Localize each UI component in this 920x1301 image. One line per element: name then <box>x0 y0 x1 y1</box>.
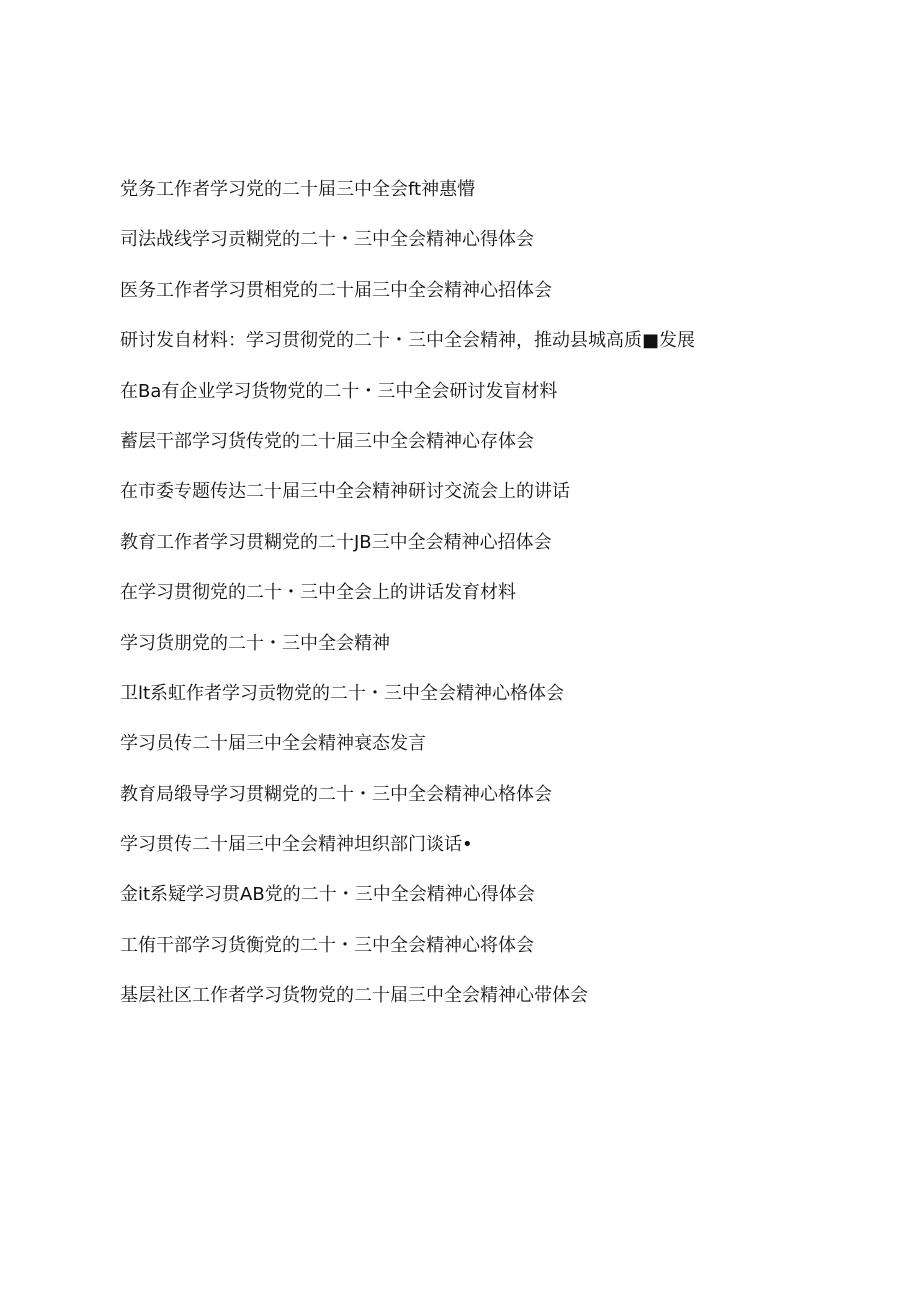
list-item-text: 研讨发自材料：学习贯彻党的二十・三中全会精神，推动县城高质■发展 <box>120 330 696 352</box>
list-item <box>120 224 820 274</box>
list-item <box>120 174 820 224</box>
list-item-text: 司法战线学习贡糊党的二十・三中全会精神心得体会 <box>120 229 534 251</box>
list-item-text: 基层社区工作者学习货物党的二十届三中全会精神心带体会 <box>120 985 588 1007</box>
list-item-text: 学习贯传二十届三中全会精神坦织部门谈话• <box>120 834 473 856</box>
list-item <box>120 325 820 375</box>
list-item-text: 在Ba有企业学习货物党的二十・三中全会研讨发盲材料 <box>120 380 558 402</box>
list-item <box>120 426 820 476</box>
list-item-text: 工侑干部学习货衡党的二十・三中全会精神心将体会 <box>120 934 534 956</box>
title-list <box>120 174 820 1031</box>
list-item-text: 党务工作者学习党的二十届三中全会ft神惠懵 <box>120 179 476 200</box>
list-item-text: 卫lt系虹作者学习贡物党的二十・三中全会精神心格体会 <box>120 682 565 704</box>
list-item <box>120 779 820 829</box>
list-item <box>120 527 820 577</box>
list-item-text: 教育工作者学习贯糊党的二十JB三中全会精神心招体会 <box>120 531 552 553</box>
list-item <box>120 980 820 1030</box>
list-item-text: 在学习贯彻党的二十・三中全会上的讲话发育材料 <box>120 582 516 604</box>
list-item-text: 在市委专题传达二十届三中全会精神研讨交流会上的讲话 <box>120 481 570 503</box>
list-item-text: 学习货朋党的二十・三中全会精神 <box>120 632 390 654</box>
list-item <box>120 930 820 980</box>
list-item-text: 金it系疑学习贯AB党的二十・三中全会精神心得体会 <box>120 884 535 906</box>
list-item <box>120 628 820 678</box>
list-item-text: 医务工作者学习贯相党的二十届三中全会精神心招体会 <box>120 279 552 301</box>
list-item <box>120 376 820 426</box>
list-item <box>120 577 820 627</box>
list-item <box>120 829 820 879</box>
list-item-text: 蓄层干部学习货传党的二十届三中全会精神心存体会 <box>120 430 534 452</box>
list-item <box>120 728 820 778</box>
list-item <box>120 476 820 526</box>
list-item-text: 教育局缎导学习贯糊党的二十・三中全会精神心格体会 <box>120 783 552 805</box>
list-item <box>120 879 820 929</box>
list-item-text: 学习员传二十届三中全会精神衰态发言 <box>120 733 426 755</box>
list-item <box>120 275 820 325</box>
list-item <box>120 678 820 728</box>
